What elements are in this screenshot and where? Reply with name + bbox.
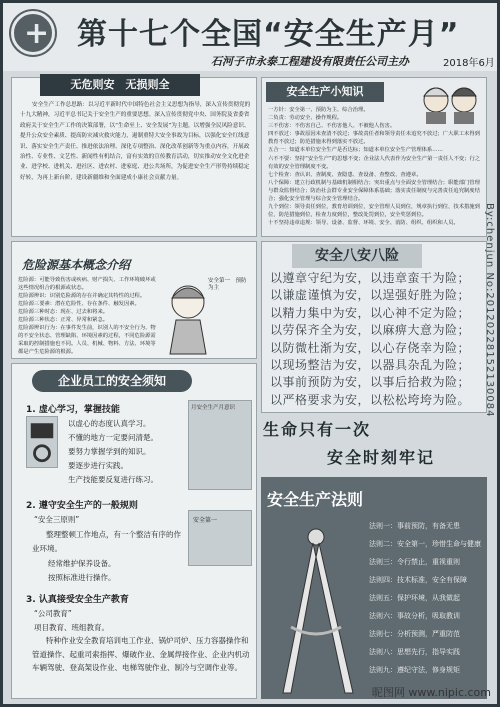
list-item: 法则五：保护环境，从我做起 bbox=[369, 594, 460, 602]
list-item: 法则三：令行禁止，重视重则 bbox=[369, 558, 460, 566]
list-item: 三不伤害：不伤害自己、不伤害他人、不被他人伤害。 bbox=[268, 123, 396, 130]
watermark: By:chenjun No:20120228152130084 bbox=[484, 203, 495, 418]
intro-panel bbox=[11, 77, 257, 237]
staff-panel bbox=[11, 363, 257, 699]
safety-first-image bbox=[188, 510, 252, 566]
eight-cautions-heading: 安全八安八险 bbox=[292, 244, 422, 268]
s1-line: 生产技能要反复进行练习。 bbox=[68, 475, 158, 484]
hazard-image-label: 安全第一 预防为主 bbox=[208, 278, 247, 291]
knowledge-panel bbox=[261, 77, 487, 237]
rule-label: “安全三原则” bbox=[34, 515, 80, 524]
intro-text: 安全生产工作总思路：以习近平新时代中国特色社会主义思想为指导，深入宣传贯彻党的十九大精神，习近平总书记关于安全生产的重要思想。深入宣传贯彻党中央、国务院及省委省政府关于安全生产工作的决策部署，以“生命至上、安全发展”为主题，以增强全民风险意识、提升公众安全素质、提高防灾减灾救灾能力，遏制重特大安全事故为目标，以强化安全红线意识、落实安全生产责任、推进依法治理、深化专项整治、深化改革创新等为重点内容，开展政治性、专业性、文艺性、新闻性有机结合，富有实效的宣传教育活动，切实推动安全文化进企业、进学校、进机关、进社区、进农村、进家庭、进公共场所，为促进安全生产形势持续稳定好转，为再上新台阶，建设新疆维和全面建成小康社会贡献力量。 bbox=[20, 102, 251, 181]
list-item: 危险源辨识：识别危险源的存在并确定其特性的过程。 bbox=[18, 293, 146, 299]
knowledge-list bbox=[268, 106, 482, 227]
list-item: 五合一：知道本单位安全生产是否达标；知道本单位安全生产管理体系…… bbox=[268, 147, 443, 154]
list-item: 法则二：安全第一，珍惜生命与健康 bbox=[369, 540, 481, 548]
list-item: 危险源三种时态：现在、过去和将来。 bbox=[18, 309, 109, 315]
law-list bbox=[369, 517, 487, 679]
list-item: 一方针：安全第一、预防为主、综合治理。 bbox=[268, 107, 369, 113]
list-item: 危险源三种状态：正常、异常和紧急。 bbox=[18, 317, 109, 323]
book-icon bbox=[26, 416, 58, 468]
special-training-text: 特种作业安全教育培训电工作业、锅炉司炉、压力容器操作和管道操作、起重司索指挥、爆破作业、金属焊接作业、企业内机动车辆驾驶、登高架设作业、电梯驾驶作业、制冷与空调作业等。 bbox=[32, 636, 250, 673]
list-item: 法则七：分析预测，严重防范 bbox=[369, 630, 460, 638]
list-item: 危险源三要素：潜在危险性、存在条件、触发因素。 bbox=[18, 301, 140, 307]
list-item: 以精力集中为安，以心神不定为险； bbox=[270, 305, 471, 320]
list-item: 法则一：事前预防，有备无患 bbox=[369, 522, 460, 530]
list-item: 九个到位：领导责任到位，教育培训到位，安全管理人员到位，规章执行到位，技术措施到位，防范措施到位，检查力度到位，整改处罚到位，安全奖惩到位。 bbox=[268, 204, 480, 219]
list-item: 七个检查：查认识、查制度、查隐患、查设备、查整改、查遵章。 bbox=[268, 171, 422, 178]
s2-line: 整理整顿工作地点，有一个整洁有序的作业环境。 bbox=[32, 530, 181, 553]
hazard-heading: 危险源基本概念介绍 bbox=[22, 258, 131, 272]
slogan-line-2: 安全时刻牢记 bbox=[327, 448, 436, 467]
sponsor-line: 石河子市永泰工程建设有限责任公司主办 bbox=[211, 55, 409, 68]
list-item: 以劳保齐全为安，以麻痹大意为险； bbox=[270, 323, 471, 338]
list-item: 危险源：可能导致伤害或疾病、财产损失、工作环境破坏或这些情况组合的根源或状态。 bbox=[18, 277, 156, 291]
list-item: 以现场整洁为安，以器具杂乱为险； bbox=[270, 358, 471, 373]
image-label: 安全第一 bbox=[193, 517, 218, 524]
list-item: 四不放过：事故原因未查清不放过；事故责任者和领导责任未追究不放过；广大职工未得到教育不放过；防范措施未得到落实不放过。 bbox=[268, 131, 480, 146]
slogan-line-1: 生命只有一次 bbox=[263, 420, 372, 439]
list-item: 以防微杜渐为安，以心存侥幸为险； bbox=[270, 340, 471, 355]
law-heading: 安全生产法则 bbox=[267, 490, 364, 509]
s1-line: 要逐步进行实践。 bbox=[68, 461, 128, 470]
list-item: 以事前预防为安，以事后拾救为险； bbox=[270, 375, 471, 390]
list-item: 二负责：劳动安全、操作规程。 bbox=[268, 115, 343, 122]
list-item: 八个保障：建立行政机制与基础机制相结合；突出重点与全面安全管理结合；职能部门管理与群众监督结合；防治社会群专业安全保障体系基础；落实责任制度与完善责任追究制度结合；强化安全管理与综合安全管理结合。 bbox=[268, 179, 480, 203]
page-title: 第十七个全国“安全生产月” bbox=[77, 17, 460, 52]
s1-line: 以虚心的态度认真学习。 bbox=[68, 419, 151, 428]
list-item: 法则九：遵纪守法，修身规矩 bbox=[369, 666, 460, 674]
law-panel bbox=[261, 477, 487, 699]
eight-cautions-panel bbox=[261, 241, 487, 413]
list-item: 以谦虚谨慎为安，以逞强好胜为险； bbox=[270, 288, 471, 303]
list-item: 危险源辨识行为：在事件发生前，识别人的不安全行为、物的不安全状态、管理缺陷、环境因素的过程，不同危险源需采取的控制措施也不同。人员、机械、物料、方法、环境等都是产生危险源的根源。 bbox=[18, 325, 156, 355]
intro-tag: 无危则安 无损则全 bbox=[40, 74, 200, 96]
staff-heading: 企业员工的安全须知 bbox=[32, 370, 192, 392]
education-line: 项目教育、班组教育。 bbox=[34, 623, 109, 632]
compass-icon bbox=[261, 517, 371, 697]
hazard-list bbox=[18, 276, 160, 356]
section-title: 2. 遵守安全生产的一般规则 bbox=[26, 501, 138, 511]
s2-line: 经常维护保养设备。 bbox=[48, 559, 116, 568]
safety-logo-icon bbox=[11, 11, 55, 55]
s1-line: 不懂的地方一定要问清楚。 bbox=[68, 433, 158, 442]
list-item: 法则六：事故分析，吸取教训 bbox=[369, 612, 460, 620]
list-item: 法则八：思想先行，指导实践 bbox=[369, 648, 460, 656]
rule-label: “公司教育” bbox=[34, 609, 72, 618]
safety-month-poster bbox=[188, 400, 252, 490]
slogan-block bbox=[261, 417, 487, 473]
s2-line: 按照标准进行操作。 bbox=[48, 573, 116, 582]
hazard-panel bbox=[11, 241, 257, 359]
s1-line: 要努力掌握学到的知识。 bbox=[68, 447, 151, 456]
header bbox=[3, 3, 497, 71]
eight-cautions-list bbox=[270, 270, 484, 409]
knowledge-heading: 安全生产小知识 bbox=[266, 82, 384, 102]
site-mark: 昵图网 www.nipic.com bbox=[371, 686, 491, 699]
section-title: 3. 认真接受安全生产教育 bbox=[26, 595, 129, 605]
date-label: 2018年6月 bbox=[443, 58, 495, 69]
poster-label: 月安全生产月意识 bbox=[191, 405, 236, 411]
list-item: 以遵章守纪为安，以违章蛮干为险； bbox=[270, 271, 471, 285]
list-item: 十不坚持违章违规：领导、设备、监督、环境、安全、消防、组织、组织和人员。 bbox=[268, 220, 459, 227]
list-item: 法则四：技术标准，安全有保障 bbox=[369, 576, 467, 584]
list-item: 以严格要求为安，以松松垮垮为险。 bbox=[270, 392, 471, 407]
list-item: 六不不要：坚持“安全生产”的思想不变；企业法人代表作为安全生产第一责任人不变；行之有效的安全管理制度不变。 bbox=[268, 155, 481, 170]
section-title: 1. 虚心学习，掌握技能 bbox=[26, 405, 120, 415]
